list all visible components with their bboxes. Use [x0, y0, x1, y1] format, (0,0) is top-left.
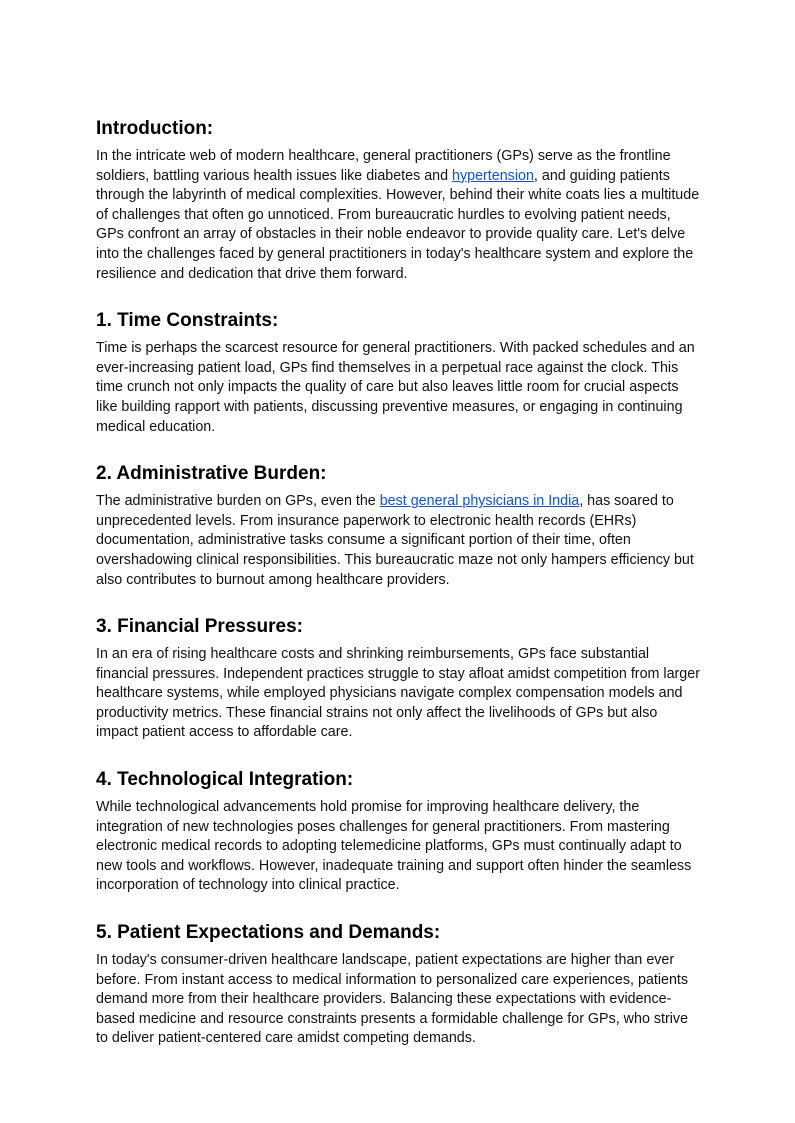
- section-heading: 3. Financial Pressures:: [96, 616, 303, 638]
- body-text: , and guiding patients through the labyrinth of medical complexities. However, behind their white coats lies a multitude of challenges that often go unnoticed. From bureaucratic hurdles to evolving patient needs, GPs confront an array of obstacles in their noble endeavor to provide quality care. Let's delve into the challenges faced by general practitioners in today's healthcare system and explore the resilience and dedication that drive them forward.: [96, 167, 700, 282]
- section-body: In an era of rising healthcare costs and shrinking reimbursements, GPs face substantial financial pressures. Independent practices struggle to stay afloat amidst competition from larger healthcare systems, while employed physicians navigate complex compensation models and productivity metrics. These financial strains not only affect the livelihoods of GPs but also impact patient access to affordable care.: [96, 646, 700, 741]
- section-introduction: [96, 116, 702, 284]
- section-heading: 5. Patient Expectations and Demands:: [96, 922, 441, 944]
- section-heading: 1. Time Constraints:: [96, 310, 279, 332]
- section-patient-expectations: [96, 920, 702, 1049]
- section-technological-integration: [96, 767, 702, 896]
- document-page: [96, 116, 702, 1073]
- body-text: In the intricate web of modern healthcare, general practitioners (GPs) serve as the frontline soldiers, battling various health issues like diabetes and: [96, 148, 671, 184]
- body-text: The administrative burden on GPs, even the: [96, 493, 380, 510]
- section-body: While technological advancements hold promise for improving healthcare delivery, the integration of new technologies poses challenges for general practitioners. From mastering electronic medical records to adopting telemedicine platforms, GPs must continually adapt to new tools and workflows. However, inadequate training and support often hinder the seamless incorporation of technology into clinical practice.: [96, 799, 692, 894]
- section-time-constraints: [96, 308, 702, 437]
- section-body: In today's consumer-driven healthcare landscape, patient expectations are higher than ever before. From instant access to medical information to personalized care experiences, patients demand more from their healthcare providers. Balancing these expectations with evidence-based medicine and resource constraints presents a formidable challenge for GPs, who strive to deliver patient-centered care amidst competing demands.: [96, 952, 689, 1047]
- section-heading: 4. Technological Integration:: [96, 769, 354, 791]
- section-body: [96, 147, 702, 284]
- hypertension-link[interactable]: hypertension: [452, 167, 534, 184]
- best-general-physicians-link[interactable]: best general physicians in India: [379, 493, 580, 510]
- section-body: [96, 492, 702, 590]
- section-heading: Introduction:: [96, 118, 214, 139]
- section-financial-pressures: [96, 614, 702, 743]
- section-body: Time is perhaps the scarcest resource for general practitioners. With packed schedules and an ever-increasing patient load, GPs find themselves in a perpetual race against the clock. This time crunch not only impacts the quality of care but also leaves little room for crucial aspects like building rapport with patients, discussing preventive measures, or engaging in continuing medical education.: [96, 340, 695, 435]
- section-heading: 2. Administrative Burden:: [96, 463, 327, 485]
- section-administrative-burden: [96, 461, 702, 590]
- body-text: , has soared to unprecedented levels. From insurance paperwork to electronic health records (EHRs) documentation, administrative tasks consume a significant portion of their time, often overshadowing clinical responsibilities. This bureaucratic maze not only hampers efficiency but also contributes to burnout among healthcare providers.: [96, 493, 694, 588]
